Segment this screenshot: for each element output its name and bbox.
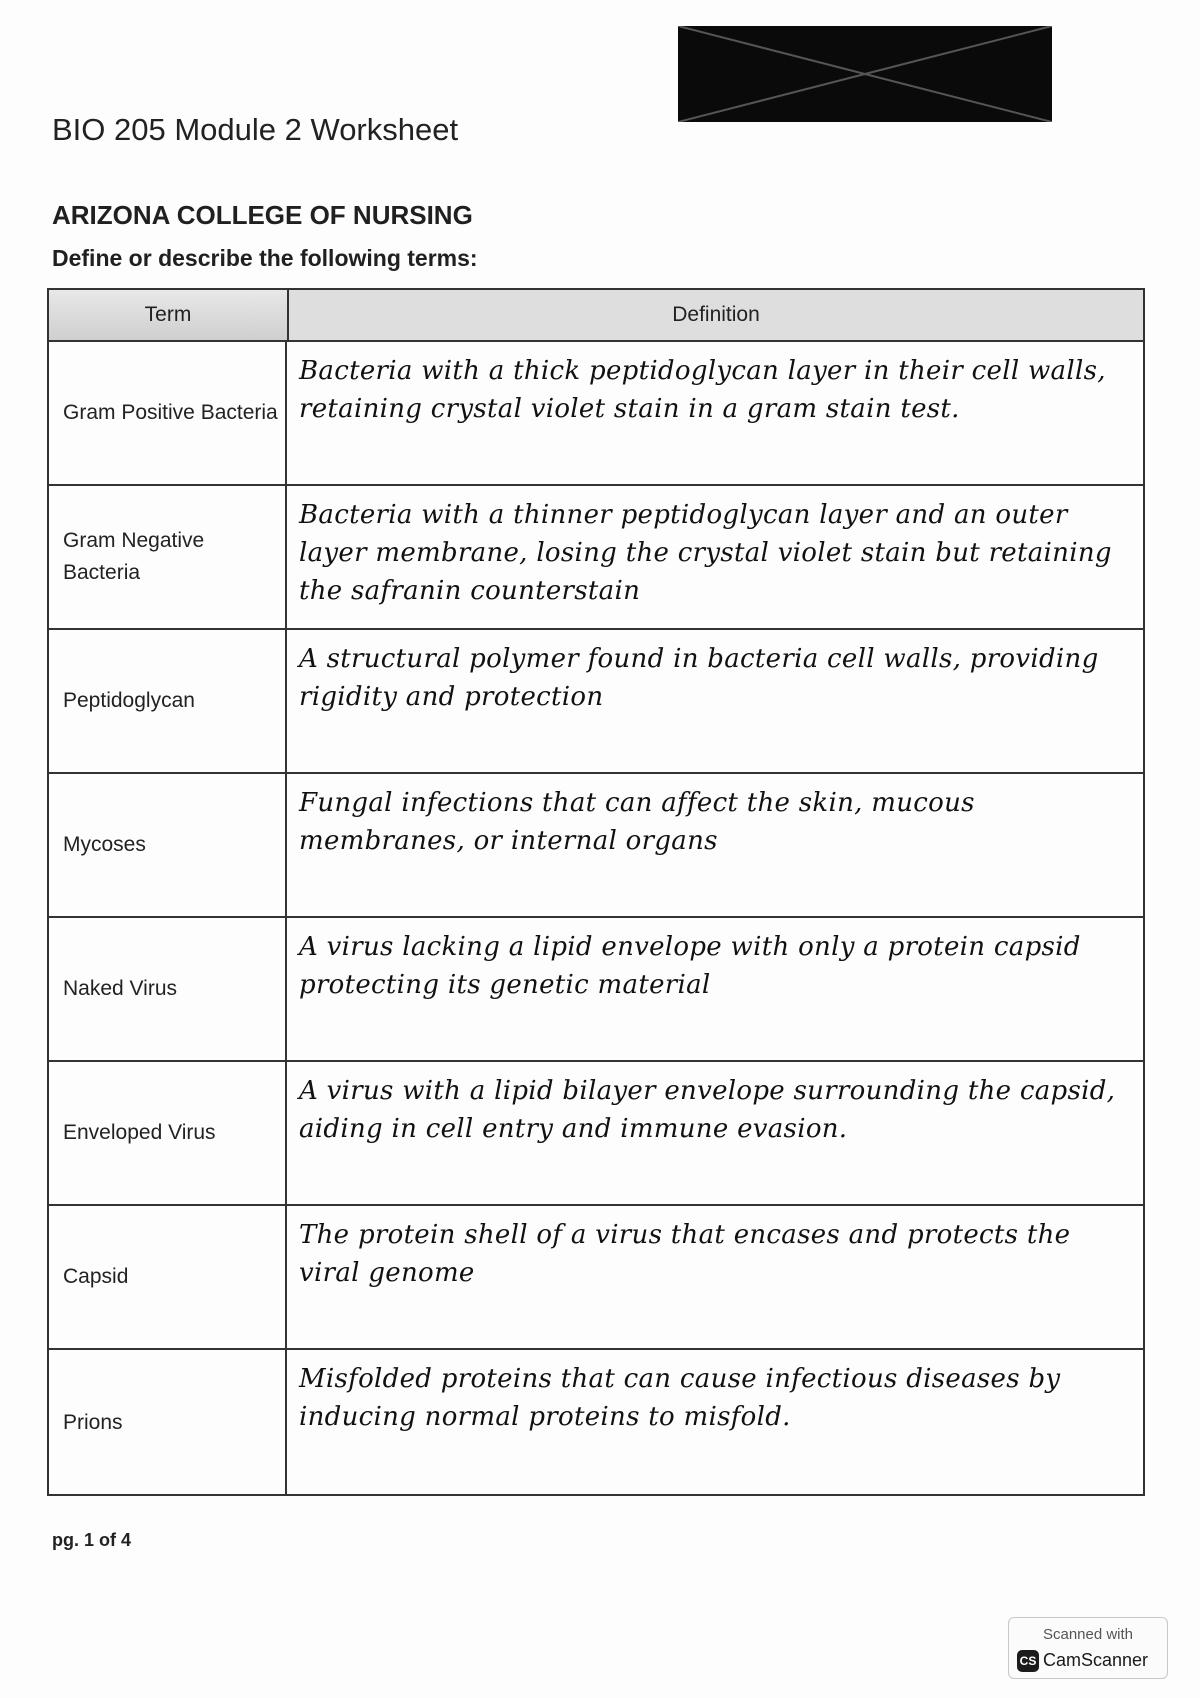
definition-cell: Misfolded proteins that can cause infectious diseases by inducing normal proteins to misfold. (299, 1364, 1061, 1432)
term-cell: Prions (49, 1350, 287, 1496)
definition-cell: A structural polymer found in bacteria cell walls, providing rigidity and protection (299, 644, 1099, 712)
camscanner-watermark (1008, 1617, 1168, 1679)
scanned-with-label: Scanned with (1042, 1626, 1134, 1643)
camscanner-logo-icon: CS (1017, 1650, 1039, 1672)
definition-cell: A virus with a lipid bilayer envelope surrounding the capsid, aiding in cell entry and immune evasion. (299, 1076, 1116, 1144)
definition-cell: The protein shell of a virus that encases and protects the viral genome (299, 1220, 1071, 1288)
table-row (49, 1350, 1143, 1496)
table-row (49, 1206, 1143, 1350)
column-header-definition: Definition (289, 290, 1143, 340)
definition-cell: A virus lacking a lipid envelope with only a protein capsid protecting its genetic material (299, 932, 1081, 1000)
redaction-box (678, 26, 1052, 122)
term-cell: Gram Negative Bacteria (49, 486, 287, 628)
definition-cell: Fungal infections that can affect the skin, mucous membranes, or internal organs (299, 788, 975, 856)
page-number: pg. 1 of 4 (52, 1530, 132, 1550)
term-cell: Capsid (49, 1206, 287, 1348)
term-cell: Enveloped Virus (49, 1062, 287, 1204)
college-name: ARIZONA COLLEGE OF NURSING (52, 200, 473, 230)
table-row (49, 918, 1143, 1062)
definition-cell: Bacteria with a thick peptidoglycan layer in their cell walls, retaining crystal violet stain in a gram stain test. (299, 356, 1106, 424)
worksheet-title: BIO 205 Module 2 Worksheet (52, 112, 459, 147)
table-header (49, 290, 1143, 342)
terms-table (47, 288, 1145, 1496)
table-row (49, 630, 1143, 774)
column-header-term: Term (49, 290, 289, 340)
table-row (49, 1062, 1143, 1206)
definition-cell: Bacteria with a thinner peptidoglycan layer and an outer layer membrane, losing the crystal violet stain but retaining the safranin counterstain (299, 500, 1112, 606)
term-cell: Peptidoglycan (49, 630, 287, 772)
table-row (49, 774, 1143, 918)
table-row (49, 342, 1143, 486)
camscanner-name: CamScanner (1043, 1650, 1149, 1670)
instructions: Define or describe the following terms: (52, 245, 478, 271)
term-cell: Mycoses (49, 774, 287, 916)
table-row (49, 486, 1143, 630)
term-cell: Naked Virus (49, 918, 287, 1060)
term-cell: Gram Positive Bacteria (49, 342, 287, 484)
